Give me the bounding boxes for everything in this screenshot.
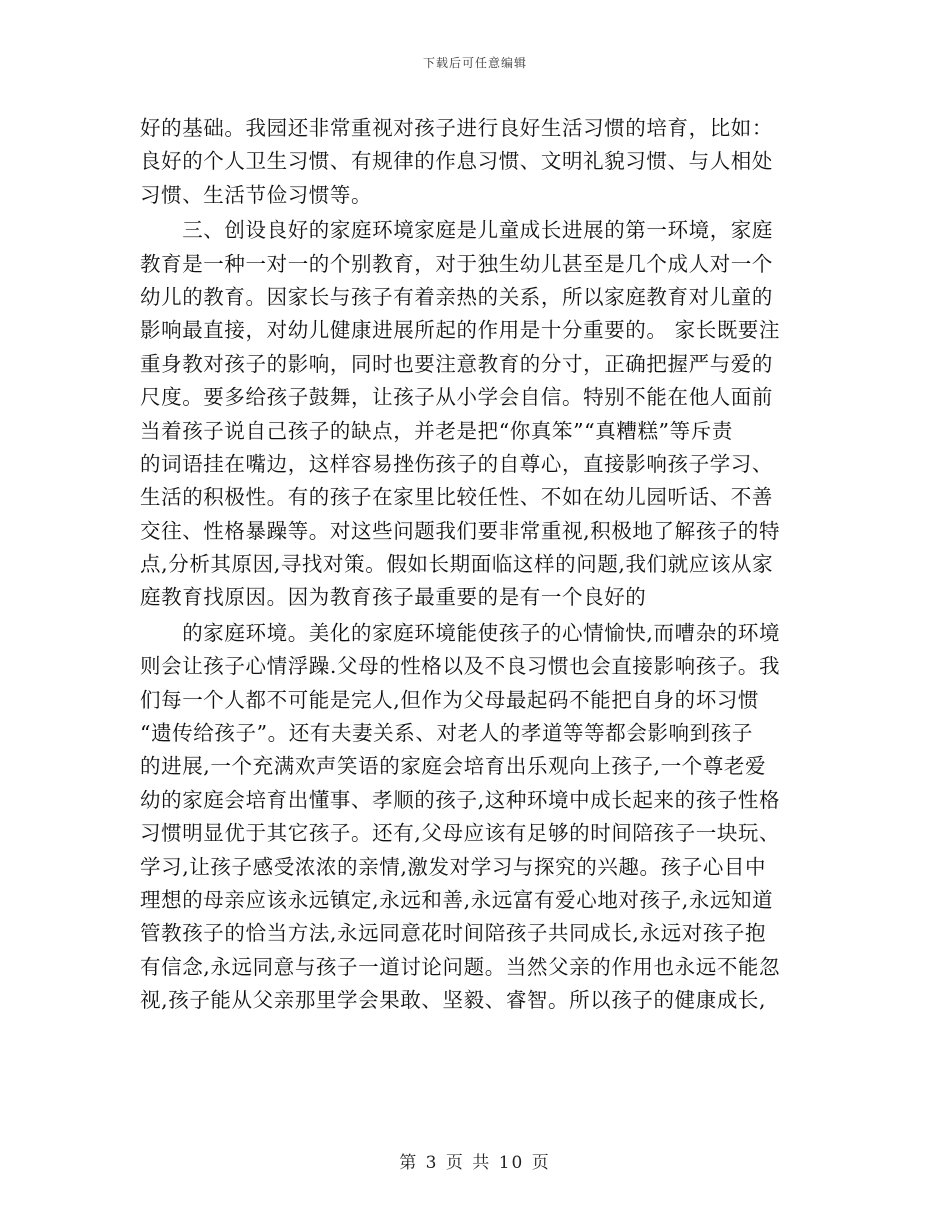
text-line: 幼儿的教育。因家长与孩子有着亲热的关系，所以家庭教育对儿童的 bbox=[140, 284, 773, 309]
text-line: 生活的积极性。有的孩子在家里比较任性、不如在幼儿园听话、不善 bbox=[140, 485, 773, 510]
text-line: 幼的家庭会培育出懂事、孝顺的孩子,这种环境中成长起来的孩子性格 bbox=[140, 787, 781, 812]
text-line: 影响最直接，对幼儿健康进展所起的作用是十分重要的。 家长既要注 bbox=[140, 318, 781, 343]
text-line: 视,孩子能从父亲那里学会果敢、坚毅、睿智。所以孩子的健康成长, bbox=[140, 988, 767, 1013]
text-line: 有信念,永远同意与孩子一道讨论问题。当然父亲的作用也永远不能忽 bbox=[140, 954, 781, 979]
text-line: 良好的个人卫生习惯、有规律的作息习惯、文明礼貌习惯、与人相处 bbox=[140, 149, 773, 174]
text-line: 三、创设良好的家庭环境家庭是儿童成长进展的第一环境，家庭 bbox=[140, 218, 773, 243]
text-line: 则会让孩子心情浮躁.父母的性格以及不良习惯也会直接影响孩子。我 bbox=[140, 654, 781, 679]
document-body bbox=[140, 112, 810, 1018]
text-line: 们每一个人都不可能是完人,但作为父母最起码不能把自身的坏习惯 bbox=[140, 687, 760, 712]
page-header: 下载后可任意编辑 bbox=[422, 56, 527, 70]
text-line: 的家庭环境。美化的家庭环境能使孩子的心情愉快,而嘈杂的环境 bbox=[140, 620, 781, 645]
text-line: 的词语挂在嘴边，这样容易挫伤孩子的自尊心，直接影响孩子学习、 bbox=[140, 451, 773, 476]
text-line: “遗传给孩子”。还有夫妻关系、对老人的孝道等等都会影响到孩子 bbox=[140, 721, 753, 746]
text-line: 教育是一种一对一的个别教育，对于独生幼儿甚至是几个成人对一个 bbox=[140, 251, 773, 276]
page-number: 第 3 页 共 10 页 bbox=[399, 1153, 551, 1173]
text-line: 习惯明显优于其它孩子。还有,父母应该有足够的时间陪孩子一块玩、 bbox=[140, 821, 781, 846]
text-line: 好的基础。我园还非常重视对孩子进行良好生活习惯的培育，比如： bbox=[140, 116, 773, 140]
text-line: 习惯、生活节俭习惯等。 bbox=[140, 182, 373, 207]
text-line: 交往、性格暴躁等。对这些问题我们要非常重视,积极地了解孩子的特 bbox=[140, 518, 781, 543]
text-line: 点,分析其原因,寻找对策。假如长期面临这样的问题,我们就应该从家 bbox=[140, 552, 774, 577]
text-line: 重身教对孩子的影响，同时也要注意教育的分寸，正确把握严与爱的 bbox=[140, 351, 773, 376]
text-line: 学习,让孩子感受浓浓的亲情,激发对学习与探究的兴趣。孩子心目中 bbox=[140, 854, 767, 879]
text-line: 庭教育找原因。因为教育孩子最重要的是有一个良好的 bbox=[140, 585, 647, 610]
text-line: 管教孩子的恰当方法,永远同意花时间陪孩子共同成长,永远对孩子抱 bbox=[140, 921, 767, 946]
text-line: 尺度。要多给孩子鼓舞，让孩子从小学会自信。特别不能在他人面前 bbox=[140, 385, 773, 410]
text-line: 当着孩子说自己孩子的缺点，并老是把“你真笨”“真糟糕”等斥责 bbox=[140, 418, 733, 443]
text-line: 的进展,一个充满欢声笑语的家庭会培育出乐观向上孩子,一个尊老爱 bbox=[140, 754, 767, 779]
text-line: 理想的母亲应该永远镇定,永远和善,永远富有爱心地对孩子,永远知道 bbox=[140, 887, 774, 912]
